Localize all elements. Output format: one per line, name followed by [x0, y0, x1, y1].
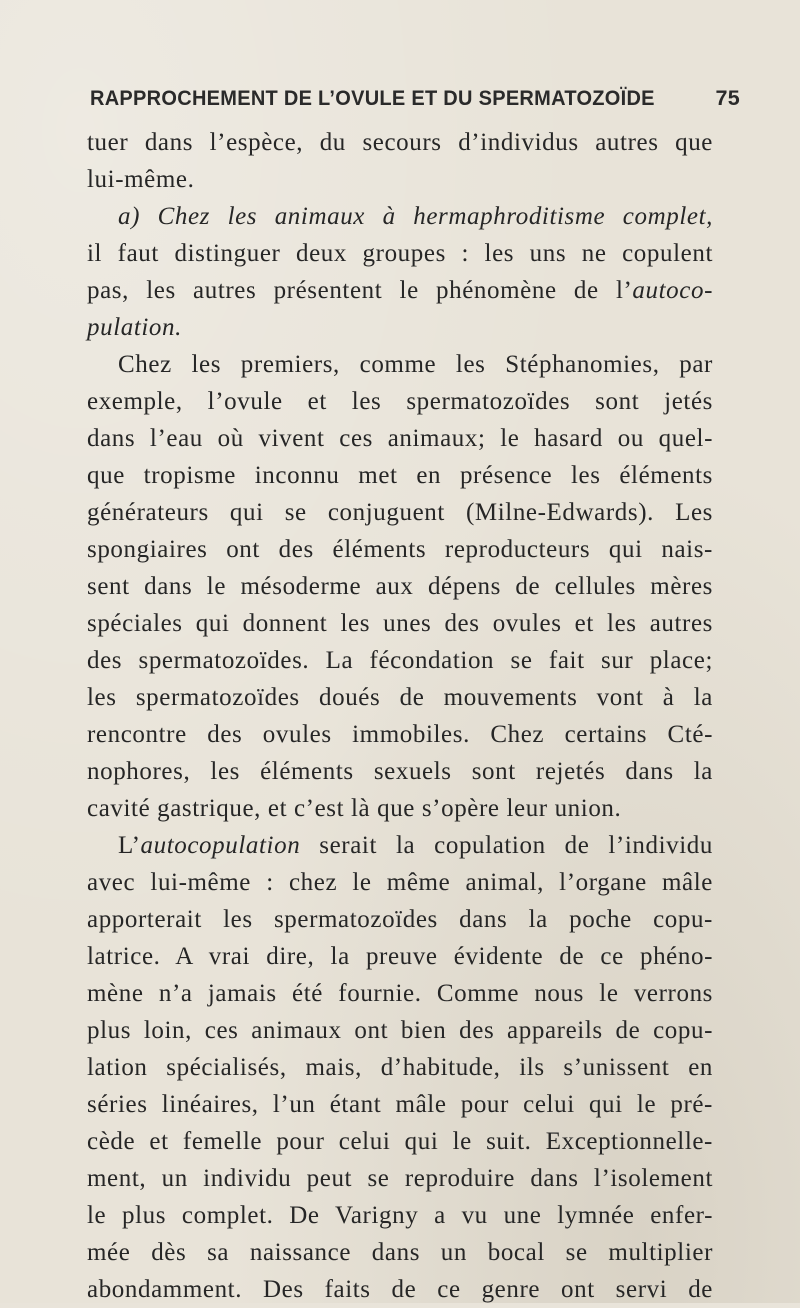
- running-head-title: RAPPROCHEMENT DE L’OVULE ET DU SPERMATOZOÏDE: [90, 86, 655, 110]
- text-line: exemple, l’ovule et les spermatozoïdes sont jetés: [87, 388, 713, 415]
- text-line: ment, un individu peut se reproduire dans l’isolement: [87, 1165, 713, 1192]
- text-line: cède et femelle pour celui qui le suit. Exceptionnelle-: [87, 1128, 713, 1155]
- text-segment: pas, les autres présentent le phénomène de l’: [87, 277, 633, 304]
- text-line: lui-même.: [87, 166, 195, 193]
- text-line: des spermatozoïdes. La fécondation se fait sur place;: [87, 647, 713, 674]
- italic-text-segment: pulation.: [87, 314, 182, 341]
- text-line: que tropisme inconnu met en présence les éléments: [87, 462, 713, 489]
- text-line: il faut distinguer deux groupes : les uns ne copulent: [87, 240, 713, 267]
- text-line: apporterait les spermatozoïdes dans la poche copu-: [87, 906, 713, 933]
- text-line: latrice. A vrai dire, la preuve évidente de ce phéno-: [87, 943, 713, 970]
- text-line: plus loin, ces animaux ont bien des appareils de copu-: [87, 1017, 713, 1044]
- text-line: avec lui-même : chez le même animal, l’organe mâle: [87, 869, 713, 896]
- text-line: le plus complet. De Varigny a vu une lymnée enfer-: [87, 1202, 713, 1229]
- italic-text-segment: autocopulation: [140, 832, 301, 859]
- text-line: spéciales qui donnent les unes des ovules et les autres: [87, 610, 713, 637]
- text-line: mée dès sa naissance dans un bocal se multiplier: [87, 1239, 713, 1266]
- text-line: sent dans le mésoderme aux dépens de cellules mères: [87, 573, 713, 600]
- text-line: abondamment. Des faits de ce genre ont servi de: [87, 1276, 713, 1303]
- text-line: [87, 198, 713, 235]
- text-line: cavité gastrique, et c’est là que s’opère leur union.: [87, 795, 622, 822]
- running-head: [90, 86, 740, 126]
- text-line: générateurs qui se conjuguent (Milne-Edwards). Les: [87, 499, 713, 526]
- text-segment: serait la copulation de l’individu: [300, 832, 713, 859]
- text-line: spongiaires ont des éléments reproducteurs qui nais-: [87, 536, 713, 563]
- text-line: les spermatozoïdes doués de mouvements vont à la: [87, 684, 713, 711]
- text-line: nophores, les éléments sexuels sont rejetés dans la: [87, 758, 713, 785]
- italic-text-segment: a) Chez les animaux à hermaphroditisme complet,: [118, 203, 713, 230]
- page-number: 75: [715, 86, 740, 110]
- text-line: [87, 272, 713, 309]
- text-line: rencontre des ovules immobiles. Chez certains Cté-: [87, 721, 713, 748]
- text-line: tuer dans l’espèce, du secours d’individus autres que: [87, 129, 713, 156]
- text-segment: L’: [118, 832, 141, 859]
- text-line: séries linéaires, l’un étant mâle pour celui qui le pré-: [87, 1091, 713, 1118]
- italic-text-segment: autoco-: [632, 277, 713, 304]
- text-line: mène n’a jamais été fournie. Comme nous le verrons: [87, 980, 713, 1007]
- text-line: dans l’eau où vivent ces animaux; le hasard ou quel-: [87, 425, 713, 452]
- text-line: [87, 827, 713, 864]
- text-line: lation spécialisés, mais, d’habitude, ils s’unissent en: [87, 1054, 713, 1081]
- body-text: [87, 124, 713, 1308]
- text-line: Chez les premiers, comme les Stéphanomies, par: [118, 351, 713, 378]
- text-line: [87, 309, 713, 346]
